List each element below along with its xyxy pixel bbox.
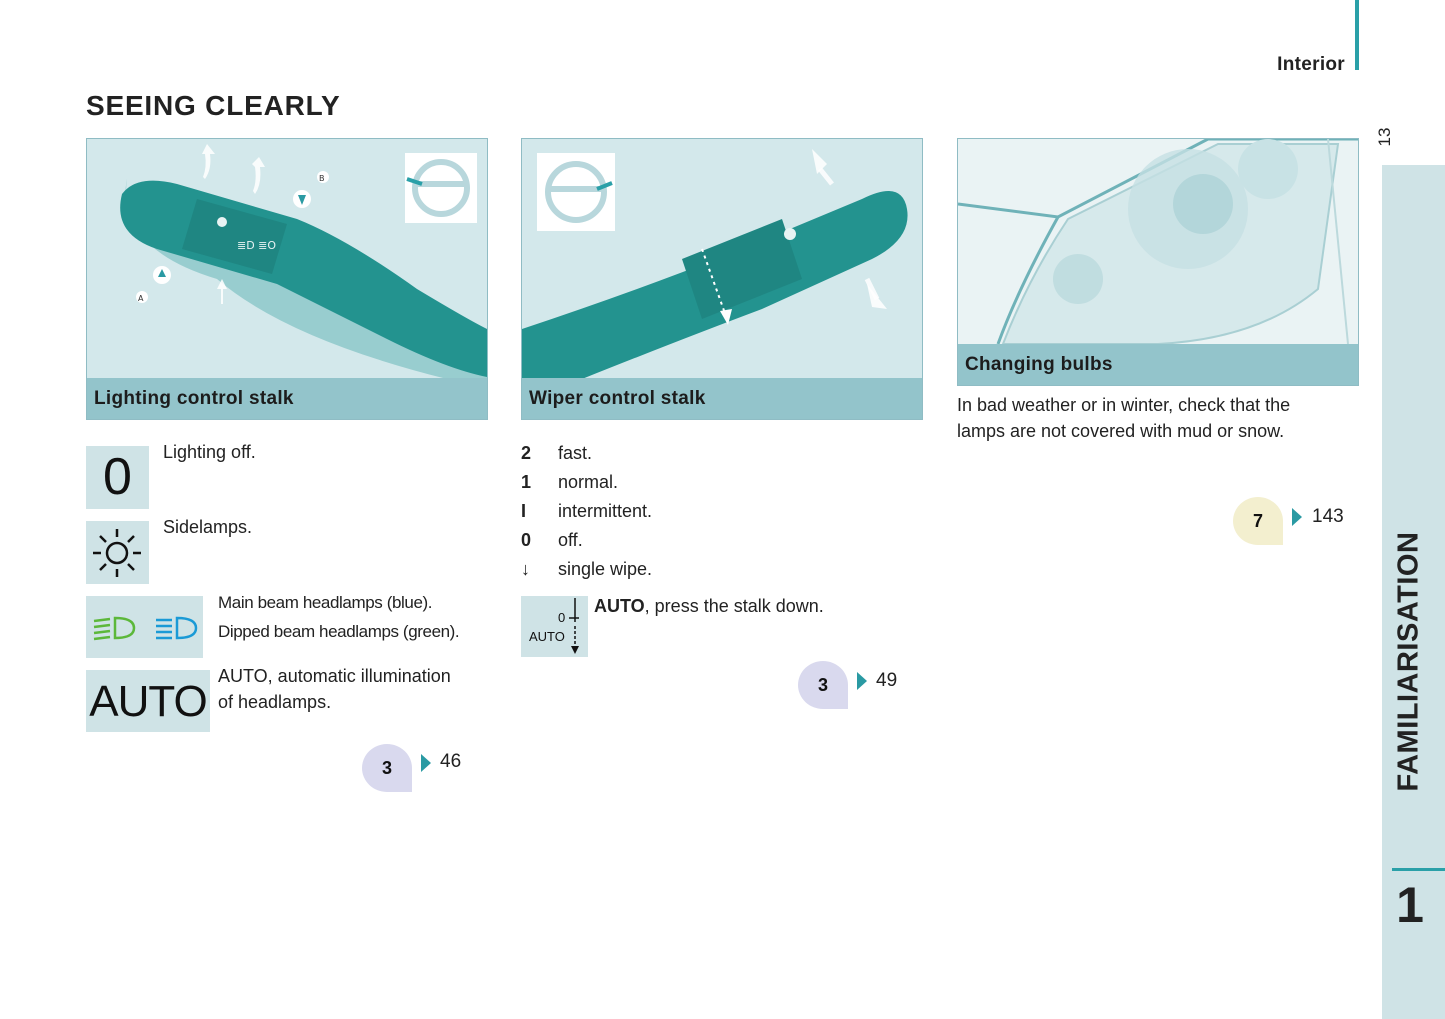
lighting-stalk-illustration xyxy=(87,139,487,379)
list-item: 1 normal. xyxy=(521,472,619,492)
wiper-stalk-caption: Wiper control stalk xyxy=(522,378,922,419)
bulbs-text-line1: In bad weather or in winter, check that the xyxy=(957,395,1291,415)
chapter-title: FAMILIARISATION xyxy=(1392,531,1425,792)
bulbs-ref-chapter[interactable]: 7 xyxy=(1233,497,1283,545)
wiper-stalk-illustration xyxy=(522,139,922,379)
page-title: SEEING CLEARLY xyxy=(86,90,341,121)
list-item: I intermittent. xyxy=(521,501,653,521)
changing-bulbs-panel xyxy=(957,138,1359,386)
chapter-number: 1 xyxy=(1396,877,1424,933)
lighting-off-label: Lighting off. xyxy=(163,442,256,462)
wiper-ref-arrow-icon xyxy=(857,672,867,690)
auto-lighting-label-line2: of headlamps. xyxy=(218,692,332,712)
wiper-stalk-panel xyxy=(521,138,923,420)
wiper-auto-text: AUTO, press the stalk down. xyxy=(594,596,824,616)
lighting-ref-chapter[interactable]: 3 xyxy=(362,744,412,792)
header-rule xyxy=(1355,0,1359,70)
wiper-speed-list xyxy=(521,439,901,584)
lighting-stalk-caption: Lighting control stalk xyxy=(87,378,487,419)
auto-lighting-icon: AUTO xyxy=(86,670,210,732)
wiper-ref-page[interactable]: 49 xyxy=(876,670,898,691)
list-item: 2 fast. xyxy=(521,443,593,463)
sidelamps-icon xyxy=(86,521,149,584)
bulbs-ref-page[interactable]: 143 xyxy=(1312,506,1344,527)
list-item: 0 off. xyxy=(521,530,583,550)
bulbs-text-line2: lamps are not covered with mud or snow. xyxy=(957,421,1285,441)
changing-bulbs-caption: Changing bulbs xyxy=(958,344,1358,385)
lighting-stalk-panel xyxy=(86,138,488,420)
page-number: 13 xyxy=(1375,127,1394,147)
svg-text:B: B xyxy=(319,174,325,183)
sidelamps-label: Sidelamps. xyxy=(163,517,253,537)
lighting-ref-arrow-icon xyxy=(421,754,431,772)
headlamp-illustration xyxy=(958,139,1358,344)
main-beam-icon xyxy=(156,618,196,638)
lighting-ref-page[interactable]: 46 xyxy=(440,751,462,772)
section-label: Interior xyxy=(1277,54,1345,75)
bulbs-ref-arrow-icon xyxy=(1292,508,1302,526)
lighting-off-icon: 0 xyxy=(86,446,149,509)
headlamp-beam-icons xyxy=(86,596,203,658)
wiper-auto-icon: 0 AUTO xyxy=(521,596,588,657)
wiper-ref-chapter[interactable]: 3 xyxy=(798,661,848,709)
dipped-beam-icon xyxy=(94,618,134,639)
svg-text:A: A xyxy=(138,294,144,303)
list-item: ↓ single wipe. xyxy=(521,555,901,584)
main-beam-label: Main beam headlamps (blue). xyxy=(218,593,433,612)
svg-text:≣D ≣O: ≣D ≣O xyxy=(237,239,277,252)
down-arrow-icon: ↓ xyxy=(521,559,530,579)
chapter-rule xyxy=(1392,868,1445,871)
auto-lighting-label-line1: AUTO, automatic illumination xyxy=(218,666,451,686)
dipped-beam-label: Dipped beam headlamps (green). xyxy=(218,622,460,641)
